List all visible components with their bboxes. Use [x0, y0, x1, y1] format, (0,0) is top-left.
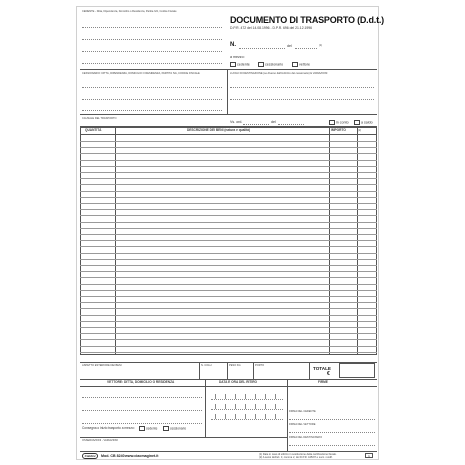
table-row[interactable] [80, 308, 377, 309]
table-row[interactable] [80, 321, 377, 322]
sender-label: CEDENTE - Ditta, Dipendenza, Domicilio o Residenza, Partita IVA, Codice Fiscale [82, 10, 177, 13]
table-row[interactable] [80, 228, 377, 229]
table-row[interactable] [80, 166, 377, 167]
total-amount-box[interactable] [339, 363, 375, 378]
table-row[interactable] [80, 296, 377, 297]
table-row[interactable] [80, 215, 377, 216]
colli-label: N. COLLI [201, 364, 212, 367]
carrier-divider [205, 379, 206, 437]
order-label: Vs. ord. [230, 120, 243, 124]
table-row[interactable] [80, 153, 377, 154]
sign-cedente-line[interactable] [289, 419, 375, 420]
checkbox-vettore[interactable] [292, 62, 298, 67]
sender-line-4[interactable] [82, 63, 222, 64]
porto-label: PORTO [255, 364, 265, 367]
date-label: del [287, 44, 292, 48]
col-header-amount: IMPORTO [331, 128, 346, 132]
table-row[interactable] [80, 197, 377, 198]
table-row[interactable] [80, 234, 377, 235]
checkbox-delivery-cedente[interactable] [139, 426, 145, 431]
sign-vettore-line[interactable] [289, 432, 375, 433]
table-row[interactable] [80, 284, 377, 285]
transport-option-cessionario[interactable]: cessionario [258, 62, 283, 67]
table-row[interactable] [80, 265, 377, 266]
porto-divider [253, 362, 254, 379]
table-row[interactable] [80, 191, 377, 192]
observations-line [80, 437, 287, 438]
checkbox-cessionario[interactable] [258, 62, 264, 67]
carrier-line-1[interactable] [82, 397, 202, 398]
table-row[interactable] [80, 184, 377, 185]
table-row[interactable] [80, 222, 377, 223]
number-label: N. [230, 42, 236, 48]
recipient-label: CESSIONARIO: DITTA, DIPENDENZA, DOMICILIO O RESIDENZA, PARTITA IVA, CODICE FISCALE [82, 72, 200, 75]
transport-option-vettore[interactable]: vettore [292, 62, 310, 67]
recipient-line-3[interactable] [82, 110, 222, 111]
total-divider [309, 362, 310, 379]
sender-line-2[interactable] [82, 39, 222, 40]
table-row[interactable] [80, 315, 377, 316]
pickup-line[interactable] [211, 409, 283, 410]
peso-label: PESO KG [229, 364, 241, 367]
checkbox-delivery-cessionario[interactable] [163, 426, 169, 431]
model-label: Mod. CB 8240 [101, 454, 125, 458]
table-row[interactable] [80, 203, 377, 204]
table-row[interactable] [80, 259, 377, 260]
table-row[interactable] [80, 246, 377, 247]
destination-line-1[interactable] [230, 87, 374, 88]
sign-destinatario-label: FIRMA DEL DESTINATARIO [289, 436, 323, 439]
page-mark: 1 [365, 453, 373, 458]
col-header-description: DESCRIZIONE DEI BENI (natura e qualità) [187, 128, 251, 132]
number-field[interactable] [239, 48, 285, 49]
carrier-line-3[interactable] [82, 423, 202, 424]
table-row[interactable] [80, 277, 377, 278]
table-row[interactable] [80, 147, 377, 148]
footnote-2: (2) A sensi dell'art. 3, comma 2, del D.P.R. 445/97 e succ. modif. [259, 456, 333, 459]
destination-line-2[interactable] [230, 99, 374, 100]
peso-divider [227, 362, 228, 379]
pickup-line[interactable] [211, 399, 283, 400]
pickup-label: DATA E ORA DEL RITIRO [219, 380, 258, 384]
table-row[interactable] [80, 178, 377, 179]
sign-vettore-label: FIRMA DEL VETTORE [289, 423, 316, 426]
checkbox-a-saldo[interactable] [354, 120, 360, 125]
table-row[interactable] [80, 172, 377, 173]
aspect-label: ASPETTO ESTERIORE DEI BENI [82, 364, 122, 367]
recipient-divider [227, 69, 228, 114]
order-field[interactable] [243, 124, 269, 125]
website-label: www.ciaomaginet.it [125, 454, 159, 458]
observations-label: OSSERVAZIONI - VARIAZIONI [82, 439, 119, 442]
checkbox-in-conto[interactable] [329, 120, 335, 125]
date-field[interactable] [295, 48, 317, 49]
brand-logo: Cialdini [82, 453, 98, 459]
footnote-1: (1) Date in caso di utilizzo in sostituzione della certificazione fiscale. [259, 453, 337, 456]
table-row[interactable] [80, 271, 377, 272]
transport-cause-label: CAUSALE DEL TRASPORTO [82, 117, 117, 120]
table-row[interactable] [80, 290, 377, 291]
table-row[interactable] [80, 240, 377, 241]
total-label: TOTALE [313, 366, 331, 371]
order-date-label: del [271, 120, 276, 124]
transport-option-cedente[interactable]: cedente [230, 62, 250, 67]
sign-destinatario-line[interactable] [289, 445, 375, 446]
note-marker-1: (1) [319, 44, 323, 47]
sender-line-3[interactable] [82, 51, 222, 52]
table-row[interactable] [80, 346, 377, 347]
order-date-field[interactable] [278, 124, 304, 125]
payment-option-in-conto[interactable]: in conto [329, 120, 349, 125]
bottom-strip-line [80, 451, 377, 452]
checkbox-cedente[interactable] [230, 62, 236, 67]
table-row[interactable] [80, 141, 377, 142]
table-row[interactable] [80, 253, 377, 254]
table-row[interactable] [80, 333, 377, 334]
table-row[interactable] [80, 160, 377, 161]
signatures-label: FIRME [318, 380, 328, 384]
sign-cedente-label: FIRMA DEL CEDENTE [289, 410, 316, 413]
table-row[interactable] [80, 302, 377, 303]
table-row[interactable] [80, 339, 377, 340]
ddt-form-sheet [76, 6, 384, 460]
note-marker-2: (2) [358, 129, 362, 132]
col-header-quantity: QUANTITÀ [85, 128, 102, 132]
carrier-label: VETTORE: DITTA, DOMICILIO O RESIDENZA [107, 380, 175, 384]
table-row[interactable] [80, 209, 377, 210]
destination-label: LUOGO DI DESTINAZIONE (se diverso dall'indirizzo del cessionario) E VARIAZIONI [230, 72, 328, 75]
table-row[interactable] [80, 352, 377, 353]
recipient-separator [80, 114, 377, 115]
carrier-line-2[interactable] [82, 410, 202, 411]
sender-line-1[interactable] [82, 27, 222, 28]
items-header-underline [80, 134, 377, 135]
recipient-line-2[interactable] [82, 99, 222, 100]
colli-divider [199, 362, 200, 379]
table-row[interactable] [80, 327, 377, 328]
delivery-option-cessionario[interactable]: cessionario [163, 426, 186, 431]
signature-divider [287, 379, 288, 451]
euro-symbol: € [327, 371, 330, 377]
delivery-label: Consegna o inizio trasporto a mezzo: [82, 426, 135, 430]
payment-option-a-saldo[interactable]: a saldo [354, 120, 373, 125]
delivery-option-cedente[interactable]: cedente [139, 426, 157, 431]
recipient-line-1[interactable] [82, 87, 222, 88]
document-title: DOCUMENTO DI TRASPORTO (D.d.t.) [230, 15, 384, 25]
totals-top-line [80, 362, 377, 363]
transport-by-label: a mezzo: [230, 55, 245, 59]
carrier-header-line [80, 386, 377, 387]
pickup-line[interactable] [211, 419, 283, 420]
header-separator [80, 69, 377, 70]
document-subtitle: D.P.R. 472 del 14.08.1996 - D.P.R. 696 del 21.12.1996 [230, 26, 313, 30]
